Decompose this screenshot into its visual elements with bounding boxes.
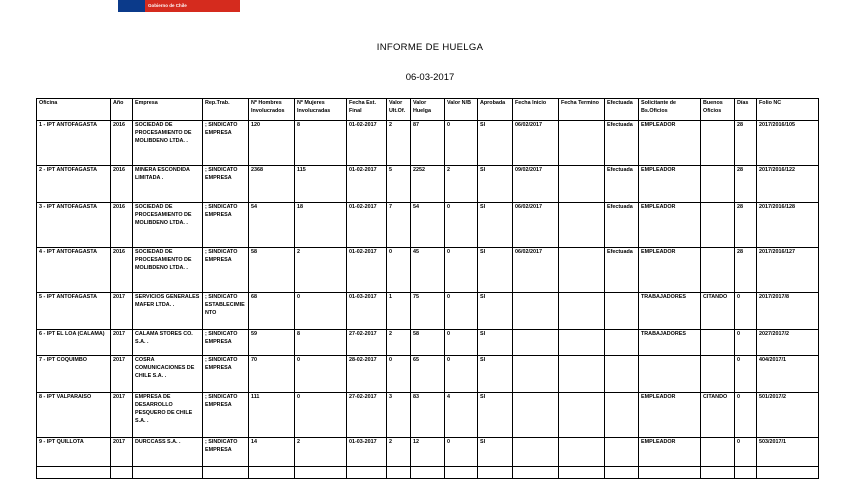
table-cell: ; SINDICATO EMPRESA bbox=[203, 438, 249, 467]
table-row bbox=[37, 166, 819, 203]
table-cell bbox=[701, 203, 735, 248]
table-cell: 8 bbox=[295, 330, 347, 356]
column-header: Fecha Est. Final bbox=[347, 99, 387, 121]
table-cell: 2017 bbox=[111, 293, 133, 330]
table-cell: SI bbox=[478, 293, 513, 330]
table-cell: 2 bbox=[295, 438, 347, 467]
table-cell: 2 bbox=[387, 438, 411, 467]
column-header: Empresa bbox=[133, 99, 203, 121]
table-cell: 3 bbox=[387, 393, 411, 438]
column-header: Días bbox=[735, 99, 757, 121]
table-cell bbox=[559, 356, 605, 393]
table-cell: 2017/2016/105 bbox=[757, 121, 819, 166]
table-cell bbox=[347, 467, 387, 479]
table-cell bbox=[639, 467, 701, 479]
table-cell: 2016 bbox=[111, 121, 133, 166]
table-cell: 503/2017/1 bbox=[757, 438, 819, 467]
column-header: Aprobada bbox=[478, 99, 513, 121]
table-cell bbox=[735, 467, 757, 479]
table-cell bbox=[203, 467, 249, 479]
column-header: Valor N/B bbox=[445, 99, 478, 121]
table-cell: 2 bbox=[295, 248, 347, 293]
column-header: Oficina bbox=[37, 99, 111, 121]
table-cell: EMPLEADOR bbox=[639, 121, 701, 166]
table-cell: 68 bbox=[249, 293, 295, 330]
table-cell bbox=[513, 438, 559, 467]
table-cell: 2252 bbox=[411, 166, 445, 203]
table-cell: 0 bbox=[735, 293, 757, 330]
report-title: INFORME DE HUELGA bbox=[376, 42, 484, 53]
table-cell bbox=[605, 293, 639, 330]
table-cell: SOCIEDAD DE PROCESAMIENTO DE MOLIBDENO LTDA. . bbox=[133, 203, 203, 248]
table-cell: 01-02-2017 bbox=[347, 121, 387, 166]
table-cell: 18 bbox=[295, 203, 347, 248]
column-header: Rep.Trab. bbox=[203, 99, 249, 121]
table-cell: 0 bbox=[295, 393, 347, 438]
table-cell: 06/02/2017 bbox=[513, 121, 559, 166]
table-cell: SI bbox=[478, 356, 513, 393]
table-cell: EMPLEADOR bbox=[639, 438, 701, 467]
table-cell: 0 bbox=[295, 356, 347, 393]
table-cell: SI bbox=[478, 248, 513, 293]
table-cell: 87 bbox=[411, 121, 445, 166]
column-header: Fecha Termino bbox=[559, 99, 605, 121]
table-cell: ; SINDICATO EMPRESA bbox=[203, 393, 249, 438]
table-cell: 0 bbox=[445, 293, 478, 330]
table-cell bbox=[513, 393, 559, 438]
table-cell: 06/02/2017 bbox=[513, 248, 559, 293]
column-header: Efectuada bbox=[605, 99, 639, 121]
table-cell: 2 - IPT ANTOFAGASTA bbox=[37, 166, 111, 203]
table-cell bbox=[559, 438, 605, 467]
table-cell: 2016 bbox=[111, 203, 133, 248]
table-cell bbox=[111, 467, 133, 479]
table-cell: 2017/2017/8 bbox=[757, 293, 819, 330]
table-cell: 0 bbox=[387, 356, 411, 393]
table-header-row bbox=[37, 99, 819, 121]
table-cell: 111 bbox=[249, 393, 295, 438]
table-cell: 9 - IPT QUILLOTA bbox=[37, 438, 111, 467]
table-row bbox=[37, 293, 819, 330]
table-cell: 28-02-2017 bbox=[347, 356, 387, 393]
table-cell bbox=[559, 121, 605, 166]
column-header: Valor Ult.Of. bbox=[387, 99, 411, 121]
table-cell: EMPRESA DE DESARROLLO PESQUERO DE CHILE S.A. . bbox=[133, 393, 203, 438]
table-cell: 2017 bbox=[111, 438, 133, 467]
table-cell: 2017/2016/122 bbox=[757, 166, 819, 203]
table-cell: 8 bbox=[295, 121, 347, 166]
column-header: Buenos Oficios bbox=[701, 99, 735, 121]
table-cell bbox=[445, 467, 478, 479]
table-row bbox=[37, 438, 819, 467]
table-cell: 01-02-2017 bbox=[347, 166, 387, 203]
table-cell: 1 - IPT ANTOFAGASTA bbox=[37, 121, 111, 166]
table-cell: 0 bbox=[445, 248, 478, 293]
table-cell: 75 bbox=[411, 293, 445, 330]
table-cell bbox=[559, 393, 605, 438]
table-cell: 01-02-2017 bbox=[347, 248, 387, 293]
table-cell: 2017 bbox=[111, 330, 133, 356]
table-row bbox=[37, 393, 819, 438]
table-cell: SI bbox=[478, 438, 513, 467]
table-row bbox=[37, 121, 819, 166]
table-cell: TRABAJADORES bbox=[639, 293, 701, 330]
table-cell: CITANDO bbox=[701, 293, 735, 330]
table-cell: 58 bbox=[249, 248, 295, 293]
table-cell bbox=[37, 467, 111, 479]
table-cell: Efectuada bbox=[605, 166, 639, 203]
table-cell: SI bbox=[478, 166, 513, 203]
table-cell: Efectuada bbox=[605, 203, 639, 248]
table-cell: SI bbox=[478, 393, 513, 438]
table-cell: TRABAJADORES bbox=[639, 330, 701, 356]
table-cell: COSRA COMUNICACIONES DE CHILE S.A. . bbox=[133, 356, 203, 393]
table-cell bbox=[559, 293, 605, 330]
table-cell bbox=[133, 467, 203, 479]
table-cell: ; SINDICATO EMPRESA bbox=[203, 356, 249, 393]
table-row bbox=[37, 248, 819, 293]
strike-report-table bbox=[36, 98, 819, 479]
table-cell bbox=[559, 248, 605, 293]
table-cell: ; SINDICATO EMPRESA bbox=[203, 330, 249, 356]
table-cell: 4 bbox=[445, 393, 478, 438]
table-cell: EMPLEADOR bbox=[639, 248, 701, 293]
column-header: Valor Huelga bbox=[411, 99, 445, 121]
table-cell bbox=[387, 467, 411, 479]
table-cell: 2016 bbox=[111, 166, 133, 203]
table-cell: SI bbox=[478, 330, 513, 356]
table-cell: 70 bbox=[249, 356, 295, 393]
table-cell: 83 bbox=[411, 393, 445, 438]
column-header: Nº Mujeres Involucradas bbox=[295, 99, 347, 121]
table-row bbox=[37, 356, 819, 393]
table-cell bbox=[701, 356, 735, 393]
table-cell: MINERA ESCONDIDA LIMITADA . bbox=[133, 166, 203, 203]
table-cell: 65 bbox=[411, 356, 445, 393]
table-cell: 54 bbox=[411, 203, 445, 248]
column-header: Año bbox=[111, 99, 133, 121]
table-cell: SI bbox=[478, 121, 513, 166]
table-cell: CITANDO bbox=[701, 393, 735, 438]
table-cell: 58 bbox=[411, 330, 445, 356]
table-cell: 2017/2016/127 bbox=[757, 248, 819, 293]
table-cell: Efectuada bbox=[605, 121, 639, 166]
table-cell: 0 bbox=[445, 438, 478, 467]
table-cell: ; SINDICATO EMPRESA bbox=[203, 203, 249, 248]
table-cell bbox=[605, 330, 639, 356]
table-row bbox=[37, 330, 819, 356]
table-cell: 1 bbox=[387, 293, 411, 330]
table-cell: 2017 bbox=[111, 393, 133, 438]
table-cell bbox=[513, 330, 559, 356]
table-cell: 01-03-2017 bbox=[347, 293, 387, 330]
table-cell: 09/02/2017 bbox=[513, 166, 559, 203]
table-cell: 0 bbox=[735, 393, 757, 438]
table-cell bbox=[701, 166, 735, 203]
table-cell: DURCCASS S.A. . bbox=[133, 438, 203, 467]
table-cell: EMPLEADOR bbox=[639, 393, 701, 438]
column-header: Solicitante de Bs.Oficios bbox=[639, 99, 701, 121]
table-cell: 0 bbox=[445, 203, 478, 248]
table-cell: 0 bbox=[445, 356, 478, 393]
table-row bbox=[37, 203, 819, 248]
table-cell: Efectuada bbox=[605, 248, 639, 293]
column-header: Folio NC bbox=[757, 99, 819, 121]
table-cell: 2 bbox=[445, 166, 478, 203]
column-header: Fecha Inicio bbox=[513, 99, 559, 121]
table-cell bbox=[513, 467, 559, 479]
table-cell bbox=[701, 330, 735, 356]
table-cell: 28 bbox=[735, 166, 757, 203]
column-header: Nº Hombres Involucrados bbox=[249, 99, 295, 121]
table-cell: 0 bbox=[445, 330, 478, 356]
table-cell: 01-02-2017 bbox=[347, 203, 387, 248]
table-cell: 8 - IPT VALPARAISO bbox=[37, 393, 111, 438]
table-cell: EMPLEADOR bbox=[639, 166, 701, 203]
table-cell: 0 bbox=[295, 293, 347, 330]
table-cell: 54 bbox=[249, 203, 295, 248]
table-cell: 0 bbox=[445, 121, 478, 166]
table-cell bbox=[701, 438, 735, 467]
table-cell bbox=[605, 356, 639, 393]
table-cell bbox=[559, 166, 605, 203]
table-cell: 06/02/2017 bbox=[513, 203, 559, 248]
table-cell bbox=[559, 203, 605, 248]
table-cell: 2017/2016/128 bbox=[757, 203, 819, 248]
table-cell: 2 bbox=[387, 121, 411, 166]
table-cell bbox=[701, 467, 735, 479]
table-row bbox=[37, 467, 819, 479]
table-cell: 5 bbox=[387, 166, 411, 203]
table-cell: 0 bbox=[735, 438, 757, 467]
table-body bbox=[37, 121, 819, 479]
table-cell: 28 bbox=[735, 248, 757, 293]
table-cell: 14 bbox=[249, 438, 295, 467]
table-cell: 2017 bbox=[111, 356, 133, 393]
table-cell bbox=[478, 467, 513, 479]
table-cell bbox=[249, 467, 295, 479]
table-cell bbox=[701, 248, 735, 293]
table-cell: ; SINDICATO EMPRESA bbox=[203, 166, 249, 203]
table-cell: 59 bbox=[249, 330, 295, 356]
table-cell bbox=[559, 330, 605, 356]
table-cell: ; SINDICATO EMPRESA bbox=[203, 121, 249, 166]
table-cell bbox=[605, 467, 639, 479]
table-cell: 27-02-2017 bbox=[347, 393, 387, 438]
table-cell: 2368 bbox=[249, 166, 295, 203]
table-cell: EMPLEADOR bbox=[639, 203, 701, 248]
table-cell: 7 bbox=[387, 203, 411, 248]
table-cell: 27-02-2017 bbox=[347, 330, 387, 356]
table-cell: 3 - IPT ANTOFAGASTA bbox=[37, 203, 111, 248]
table-cell bbox=[559, 467, 605, 479]
table-cell: 01-03-2017 bbox=[347, 438, 387, 467]
table-cell bbox=[295, 467, 347, 479]
table-cell bbox=[513, 356, 559, 393]
table-cell: 12 bbox=[411, 438, 445, 467]
table-cell: 28 bbox=[735, 203, 757, 248]
table-cell: 0 bbox=[735, 330, 757, 356]
table-cell: 45 bbox=[411, 248, 445, 293]
table-cell: 501/2017/2 bbox=[757, 393, 819, 438]
table-cell bbox=[605, 393, 639, 438]
table-cell: ; SINDICATO ESTABLECIMIENTO bbox=[203, 293, 249, 330]
table-cell: 2016 bbox=[111, 248, 133, 293]
table-cell bbox=[701, 121, 735, 166]
table-cell: 5 - IPT ANTOFAGASTA bbox=[37, 293, 111, 330]
table-cell: 404/2017/1 bbox=[757, 356, 819, 393]
table-cell: 28 bbox=[735, 121, 757, 166]
table-cell bbox=[757, 467, 819, 479]
table-cell bbox=[639, 356, 701, 393]
table-cell bbox=[513, 293, 559, 330]
table-cell: 0 bbox=[735, 356, 757, 393]
table-cell: SERVICIOS GENERALES MAFER LTDA. . bbox=[133, 293, 203, 330]
table-cell: 7 - IPT COQUIMBO bbox=[37, 356, 111, 393]
table-cell: SOCIEDAD DE PROCESAMIENTO DE MOLIBDENO LTDA. . bbox=[133, 248, 203, 293]
table-cell: 115 bbox=[295, 166, 347, 203]
table-cell: ; SINDICATO EMPRESA bbox=[203, 248, 249, 293]
logo-text: Gobierno de Chile bbox=[148, 3, 187, 8]
table-cell: 6 - IPT EL LOA (CALAMA) bbox=[37, 330, 111, 356]
table-cell bbox=[411, 467, 445, 479]
table-cell: 120 bbox=[249, 121, 295, 166]
table-cell: 0 bbox=[387, 248, 411, 293]
table-cell: SI bbox=[478, 203, 513, 248]
table-cell bbox=[605, 438, 639, 467]
table-cell: SOCIEDAD DE PROCESAMIENTO DE MOLIBDENO LTDA. . bbox=[133, 121, 203, 166]
table-cell: 2 bbox=[387, 330, 411, 356]
table-cell: 2027/2017/2 bbox=[757, 330, 819, 356]
table-cell: 4 - IPT ANTOFAGASTA bbox=[37, 248, 111, 293]
report-date: 06-03-2017 bbox=[405, 72, 455, 83]
table-cell: CALAMA STORES CO. S.A. . bbox=[133, 330, 203, 356]
